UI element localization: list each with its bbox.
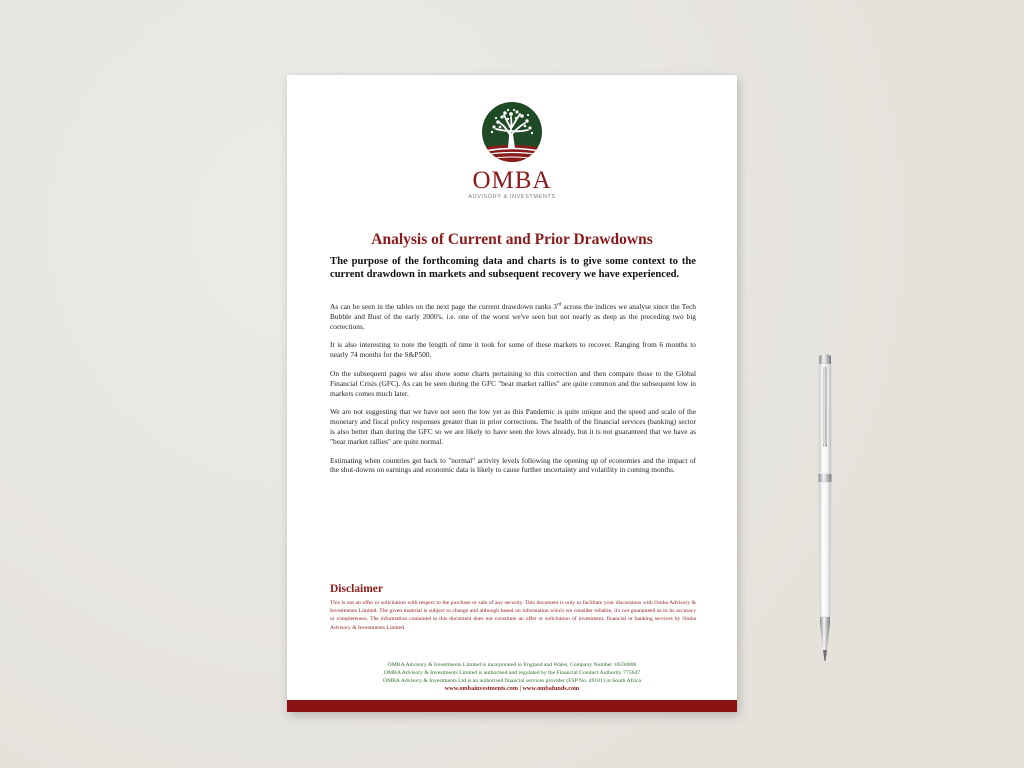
document-page xyxy=(287,75,737,712)
paragraph-4: We are not suggesting that we have not seen the low yet as this Pandemic is quite unique and the speed and scale of the monetary and fiscal policy responses greater than in prior corrections. The health of the financial services (banking) sector is also better than during the GFC so we are likely to have seen the lows already, but it is not guaranteed that we have as "bear market rallies" are quite normal. xyxy=(330,407,696,446)
lead-paragraph: The purpose of the forthcoming data and charts is to give some context to the current drawdown in markets and subsequent recovery we have experienced. xyxy=(330,256,696,280)
paragraph-2: It is also interesting to note the length of time it took for some of these markets to recover. Ranging from 6 months to nearly 74 months for the S&P500. xyxy=(330,340,696,360)
footer-bar xyxy=(287,700,737,712)
body-text xyxy=(330,302,696,484)
footer-links[interactable]: www.ombainvestments.com | www.ombafunds.com xyxy=(444,685,580,692)
tree-logo-icon xyxy=(481,101,543,163)
logo xyxy=(287,101,737,163)
footer-line-1: OMBA Advisory & Investments Limited is incorporated in England and Wales, Company Number 10594806 xyxy=(387,662,637,668)
paragraph-3: On the subsequent pages we also show some charts pertaining to this correction and then compare those to the Global Financial Crisis (GFC). As can be seen during the GFC "bear market rallies" are quite common and the subsequent low in markets comes much later. xyxy=(330,368,696,398)
footer xyxy=(287,661,737,693)
brand-name: OMBA xyxy=(472,167,552,194)
footer-line-2: OMBA Advisory & Investments Limited is authorised and regulated by the Financial Conduct Authority 775647 xyxy=(383,670,641,676)
pen-icon xyxy=(815,352,835,667)
brand-tagline: ADVISORY & INVESTMENTS xyxy=(468,194,556,200)
document-title: Analysis of Current and Prior Drawdowns xyxy=(371,231,653,248)
paragraph-5: Estimating when countries get back to "normal" activity levels following the opening up of economies and the impact of the shut-downs on earnings and economic data is likely to cause further uncertainty and volatility in coming months. xyxy=(330,455,696,475)
footer-line-3: OMBA Advisory & Investments Ltd is an authorised financial services provider (FSP No. 49101) in South Africa xyxy=(382,678,642,684)
disclaimer-text: This is not an offer or solicitation with respect to the purchase or sale of any security. This document is only to facilitate your discussions with Omba Advisory & Investments Limited. The given material is subject to change and although based on information which we consider reliable, it's not guaranteed as to its accuracy or completeness. The information contained in this document does not constitute an offer or solicitation of investment, financial or banking services by Omba Advisory & Investments Limited. xyxy=(330,600,696,631)
paragraph-1: As can be seen in the tables on the next page the current drawdown ranks 3rd across the indices we analyse since the Tech Bubble and Bust of the early 2000's. i.e. one of the worst we've seen but not nearly as deep as the preceding two big corrections. xyxy=(330,302,696,331)
disclaimer-heading: Disclaimer xyxy=(330,583,384,595)
